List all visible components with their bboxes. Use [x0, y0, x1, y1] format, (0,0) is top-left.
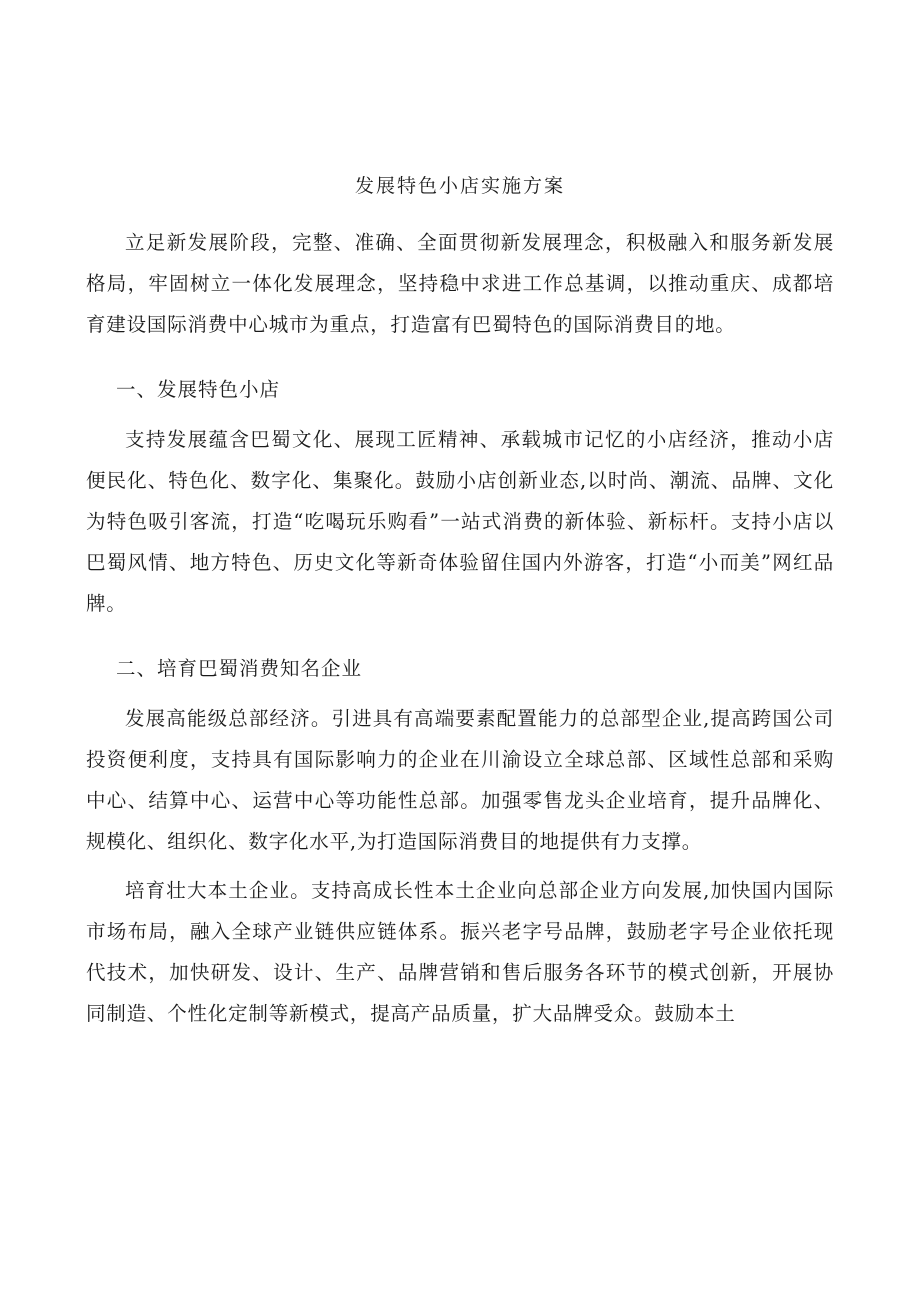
section-1-heading: 一、发展特色小店 — [116, 378, 281, 401]
intro-paragraph: 立足新发展阶段，完整、准确、全面贯彻新发展理念，积极融入和服务新发展格局，牢固树立一体化发展理念，坚持稳中求进工作总基调，以推动重庆、成都培育建设国际消费中心城市为重点，打造富有巴蜀特色的国际消费目的地。 — [86, 231, 834, 336]
document-title: 发展特色小店实施方案 — [354, 175, 565, 197]
section-2-paragraph-2: 培育壮大本土企业。支持高成长性本土企业向总部企业方向发展,加快国内国际市场布局，融入全球产业链供应链体系。振兴老字号品牌，鼓励老字号企业依托现代技术，加快研发、设计、生产、品牌营销和售后服务各环节的模式创新，开展协同制造、个性化定制等新模式，提高产品质量，扩大品牌受众。鼓励本土 — [86, 879, 834, 1025]
section-1-paragraph-1: 支持发展蕴含巴蜀文化、展现工匠精神、承载城市记忆的小店经济，推动小店便民化、特色化、数字化、集聚化。鼓励小店创新业态,以时尚、潮流、品牌、文化为特色吸引客流，打造“吃喝玩乐购看”一站式消费的新体验、新标杆。支持小店以巴蜀风情、地方特色、历史文化等新奇体验留住国内外游客，打造“小而美”网红品牌。 — [86, 428, 834, 615]
section-2-paragraph-1: 发展高能级总部经济。引进具有高端要素配置能力的总部型企业,提高跨国公司投资便利度，支持具有国际影响力的企业在川渝设立全球总部、区域性总部和采购中心、结算中心、运营中心等功能性总部。加强零售龙头企业培育，提升品牌化、规模化、组织化、数字化水平,为打造国际消费目的地提供有力支撑。 — [86, 707, 834, 853]
document-body — [86, 222, 834, 1034]
section-2-heading: 二、培育巴蜀消费知名企业 — [116, 657, 363, 680]
